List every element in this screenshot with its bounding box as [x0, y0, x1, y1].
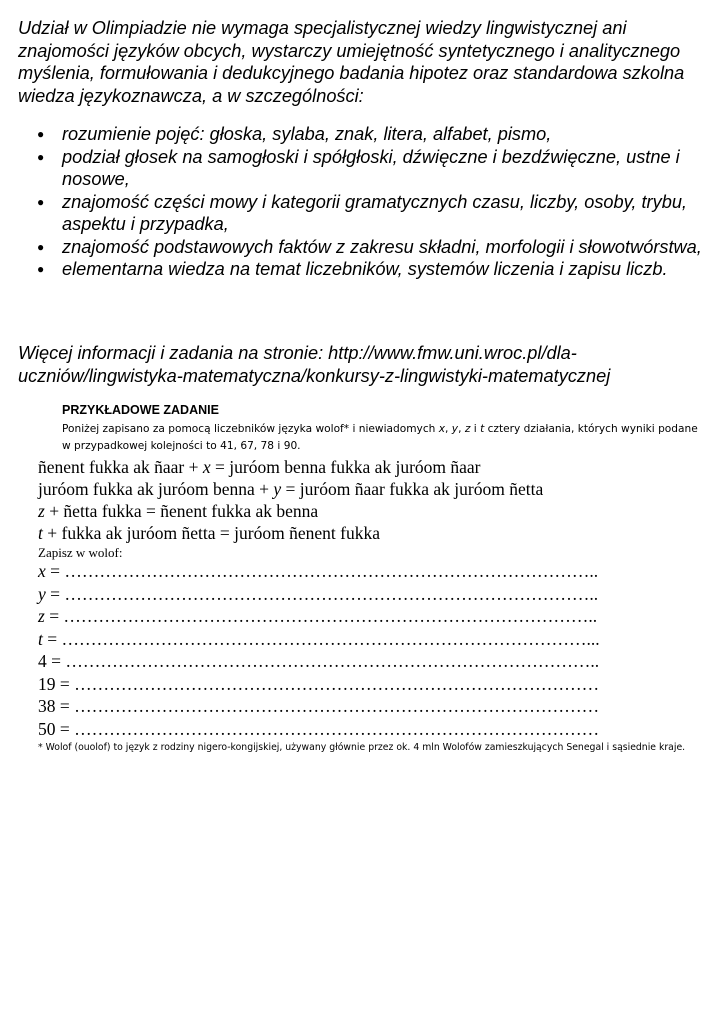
equation-right: + fukka ak juróom ñetta = juróom ñenent fukka [42, 523, 380, 543]
equation-left: juróom fukka ak juróom benna + [38, 479, 274, 499]
answer-blank: = ………………………………………………………………………………... [42, 628, 600, 649]
answer-label: z [38, 606, 45, 626]
list-item-text: znajomość podstawowych faktów z zakresu składni, morfologii i słowotwórstwa, [62, 236, 702, 257]
var-z: z [464, 423, 471, 435]
answer-blank: = ……………………………………………………………………………….. [45, 583, 599, 604]
bullet-icon: ● [37, 149, 45, 164]
var-t: t [480, 423, 485, 435]
equation-var: t [38, 523, 43, 543]
answer-blank: = ……………………………………………………………………………… [55, 718, 600, 739]
var-y: y [451, 423, 459, 435]
equation-line [38, 500, 543, 522]
answer-label: x [38, 561, 46, 581]
answer-line[interactable] [38, 628, 600, 651]
task-description: Poniżej zapisano za pomocą liczebników języka wolof* i niewiadomych x, y, z i t cztery działania, których wyniki podane w przypadkowej kolejności to 41, 67, 78 i 90. [62, 423, 698, 452]
equation-left: ñenent fukka ak ñaar + [38, 457, 203, 477]
bullet-icon: ● [37, 194, 45, 209]
task-title: PRZYKŁADOWE ZADANIE [62, 403, 219, 417]
answer-blank: = ……………………………………………………………………………… [55, 673, 600, 694]
write-prompt: Zapisz w wolof: [38, 545, 123, 560]
answer-label: 19 [38, 673, 56, 694]
more-info-line: Więcej informacji i zadania na stronie: http://www.fmw.uni.wroc.pl/dla- [18, 343, 577, 363]
list-item-text: rozumienie pojęć: głoska, sylaba, znak, litera, alfabet, pismo, [62, 124, 552, 144]
answer-line[interactable] [38, 673, 600, 696]
answer-line[interactable] [38, 650, 600, 673]
task-desc-text: cztery działania, których wyniki podane w przypadkowej kolejności to 41, 67, 78 i 90. [62, 423, 698, 452]
more-info-paragraph [18, 342, 718, 387]
list-item-text: podział głosek na samogłoski i spółgłoski, dźwięczne i bezdźwięczne, ustne i nosowe, [62, 146, 680, 189]
equation-var: z [38, 501, 45, 521]
list-item [18, 191, 708, 236]
answer-label: y [38, 583, 46, 604]
more-info-url: uczniów/lingwistyka-matematyczna/konkursy-z-lingwistyki-matematycznej [18, 365, 611, 386]
equation-line [38, 478, 543, 500]
answer-line[interactable] [38, 583, 600, 606]
list-item [18, 258, 708, 281]
answer-label: 4 [38, 651, 47, 671]
equation-var: x [202, 457, 211, 477]
equation-right: = juróom benna fukka ak juróom ñaar [210, 457, 481, 477]
answer-blank: = ……………………………………………………………………………….. [46, 651, 600, 671]
equation-line [38, 522, 543, 544]
answer-label: t [38, 628, 43, 649]
bullet-icon: ● [37, 262, 45, 276]
requirements-list [18, 123, 708, 281]
list-item [18, 146, 708, 191]
list-item-text: elementarna wiedza na temat liczebników, systemów liczenia i zapisu liczb. [62, 259, 668, 279]
bullet-icon: ● [37, 239, 45, 254]
answer-blank: = ……………………………………………………………………………… [55, 696, 600, 716]
answer-lines [38, 560, 600, 740]
answer-line[interactable] [38, 560, 600, 583]
answer-blank: = ……………………………………………………………………………….. [45, 561, 599, 581]
answer-line[interactable] [38, 695, 600, 718]
task-desc-text: Poniżej zapisano za pomocą liczebników języka wolof* i niewiadomych [62, 423, 439, 435]
list-item-text: znajomość części mowy i kategorii gramatycznych czasu, liczby, osoby, trybu, aspektu i przypadka, [62, 191, 687, 234]
list-item [18, 236, 708, 259]
equation-right: = juróom ñaar fukka ak juróom ñetta [281, 479, 544, 499]
equations [38, 456, 543, 544]
equation-right: + ñetta fukka = ñenent fukka ak benna [44, 501, 319, 521]
answer-line[interactable] [38, 718, 600, 741]
answer-blank: = ……………………………………………………………………………….. [44, 606, 598, 626]
equation-line [38, 456, 543, 478]
bullet-icon: ● [37, 127, 45, 141]
answer-label: 50 [38, 718, 56, 739]
list-item [18, 123, 708, 146]
answer-label: 38 [38, 696, 56, 716]
footnote: * Wolof (ouolof) to język z rodziny nigero-kongijskiej, używany głównie przez ok. 4 mln Wolofów zamieszkujących Senegal i sąsiednie kraje. [38, 742, 686, 753]
equation-var: y [273, 479, 282, 499]
var-x: x [438, 423, 446, 435]
answer-line[interactable] [38, 605, 600, 628]
intro-paragraph: Udział w Olimpiadzie nie wymaga specjalistycznej wiedzy lingwistycznej ani znajomości języków obcych, wystarczy umiejętność syntetycznego i analitycznego myślenia, formułowania i dedukcyjnego badania hipotez oraz standardowa szkolna wiedza językoznawcza, a w szczególności: [18, 18, 685, 106]
